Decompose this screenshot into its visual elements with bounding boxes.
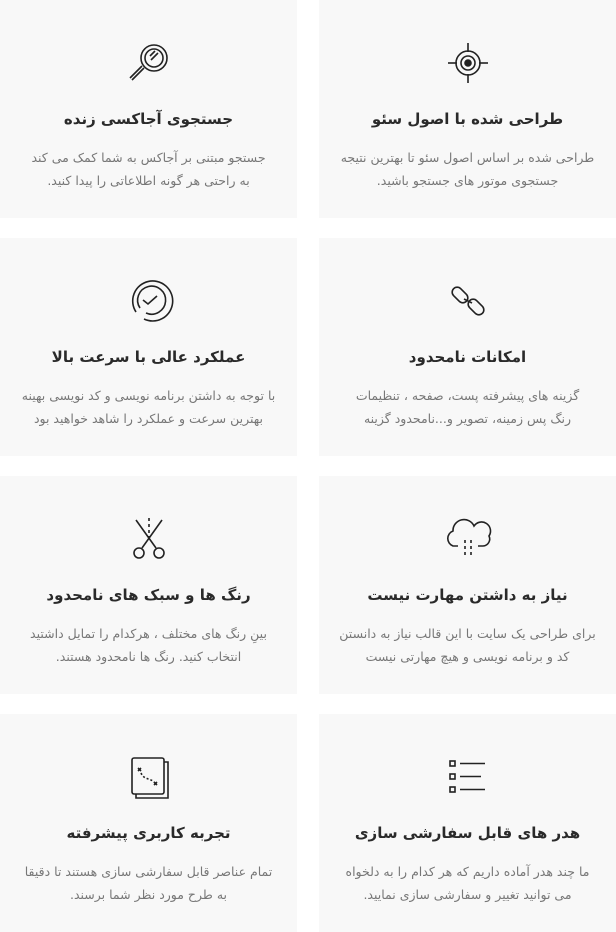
desc-line: بینِ رنگ های مختلف ، هرکدام را تمایل داشتید bbox=[30, 626, 267, 641]
desc-line: رنگ پس زمینه، تصویر و...نامحدود گزینه bbox=[363, 411, 572, 426]
magnifier-search-icon bbox=[124, 38, 174, 88]
feature-card-performance bbox=[0, 238, 297, 456]
desc-line: تمام عناصر قابل سفارشی سازی هستند تا دقیقا bbox=[24, 864, 273, 879]
desc-line: به طرح مورد نظر شما برسند. bbox=[69, 887, 227, 902]
feature-title: طراحی شده با اصول سئو bbox=[371, 110, 564, 128]
desc-line: انتخاب کنید. رنگ ها نامحدود هستند. bbox=[55, 649, 242, 664]
feature-card-colors-styles bbox=[0, 476, 297, 694]
desc-line: ما چند هدر آماده داریم که هر کدام را به دلخواه bbox=[345, 864, 590, 879]
feature-card-custom-headers bbox=[319, 714, 616, 932]
feature-card-ux bbox=[0, 714, 297, 932]
treasure-map-icon bbox=[124, 752, 174, 802]
feature-card-seo bbox=[319, 0, 616, 218]
feature-title: امکانات نامحدود bbox=[408, 348, 527, 366]
desc-line: بهترین سرعت و عملکرد را شاهد خواهید بود bbox=[33, 411, 264, 426]
feature-description bbox=[10, 146, 287, 192]
feature-title: هدر های قابل سفارشی سازی bbox=[354, 824, 581, 842]
feature-title: نیاز به داشتن مهارت نیست bbox=[367, 586, 568, 604]
desc-line: طراحی شده بر اساس اصول سئو تا بهترین نتیجه bbox=[340, 150, 595, 165]
list-bullets-icon bbox=[443, 752, 493, 802]
desc-line: گزینه های پیشرفته پست، صفحه ، تنظیمات bbox=[355, 388, 580, 403]
desc-line: با توجه به داشتن برنامه نویسی و کد نویسی بهینه bbox=[21, 388, 276, 403]
feature-title: رنگ ها و سبک های نامحدود bbox=[46, 586, 251, 604]
feature-title: تجربه کاربری پیشرفته bbox=[66, 824, 231, 842]
feature-description bbox=[329, 384, 606, 430]
feature-description bbox=[329, 146, 606, 192]
scissors-icon bbox=[124, 514, 174, 564]
desc-line: کد و برنامه نویسی و هیچ مهارتی نیست bbox=[365, 649, 570, 664]
desc-line: جستجوی موتور های جستجو باشید. bbox=[376, 173, 559, 188]
feature-description bbox=[329, 860, 606, 906]
cloud-upload-icon bbox=[443, 514, 493, 564]
desc-line: برای طراحی یک سایت با این قالب نیاز به دانستن bbox=[339, 626, 596, 641]
clock-speed-icon bbox=[124, 276, 174, 326]
feature-card-unlimited-options bbox=[319, 238, 616, 456]
feature-description bbox=[329, 622, 606, 668]
feature-title: عملکرد عالی با سرعت بالا bbox=[51, 348, 246, 366]
crosshair-target-icon bbox=[443, 38, 493, 88]
feature-card-no-skill bbox=[319, 476, 616, 694]
feature-title: جستجوی آجاکسی زنده bbox=[63, 110, 234, 128]
feature-description bbox=[10, 622, 287, 668]
desc-line: به راحتی هر گونه اطلاعاتی را پیدا کنید. bbox=[47, 173, 250, 188]
feature-description bbox=[10, 384, 287, 430]
desc-line: می توانید تغییر و سفارشی سازی نمایید. bbox=[363, 887, 572, 902]
desc-line: جستجو مبتنی بر آجاکس به شما کمک می کند bbox=[31, 150, 266, 165]
feature-description bbox=[10, 860, 287, 906]
chain-link-icon bbox=[443, 276, 493, 326]
feature-card-ajax-search bbox=[0, 0, 297, 218]
